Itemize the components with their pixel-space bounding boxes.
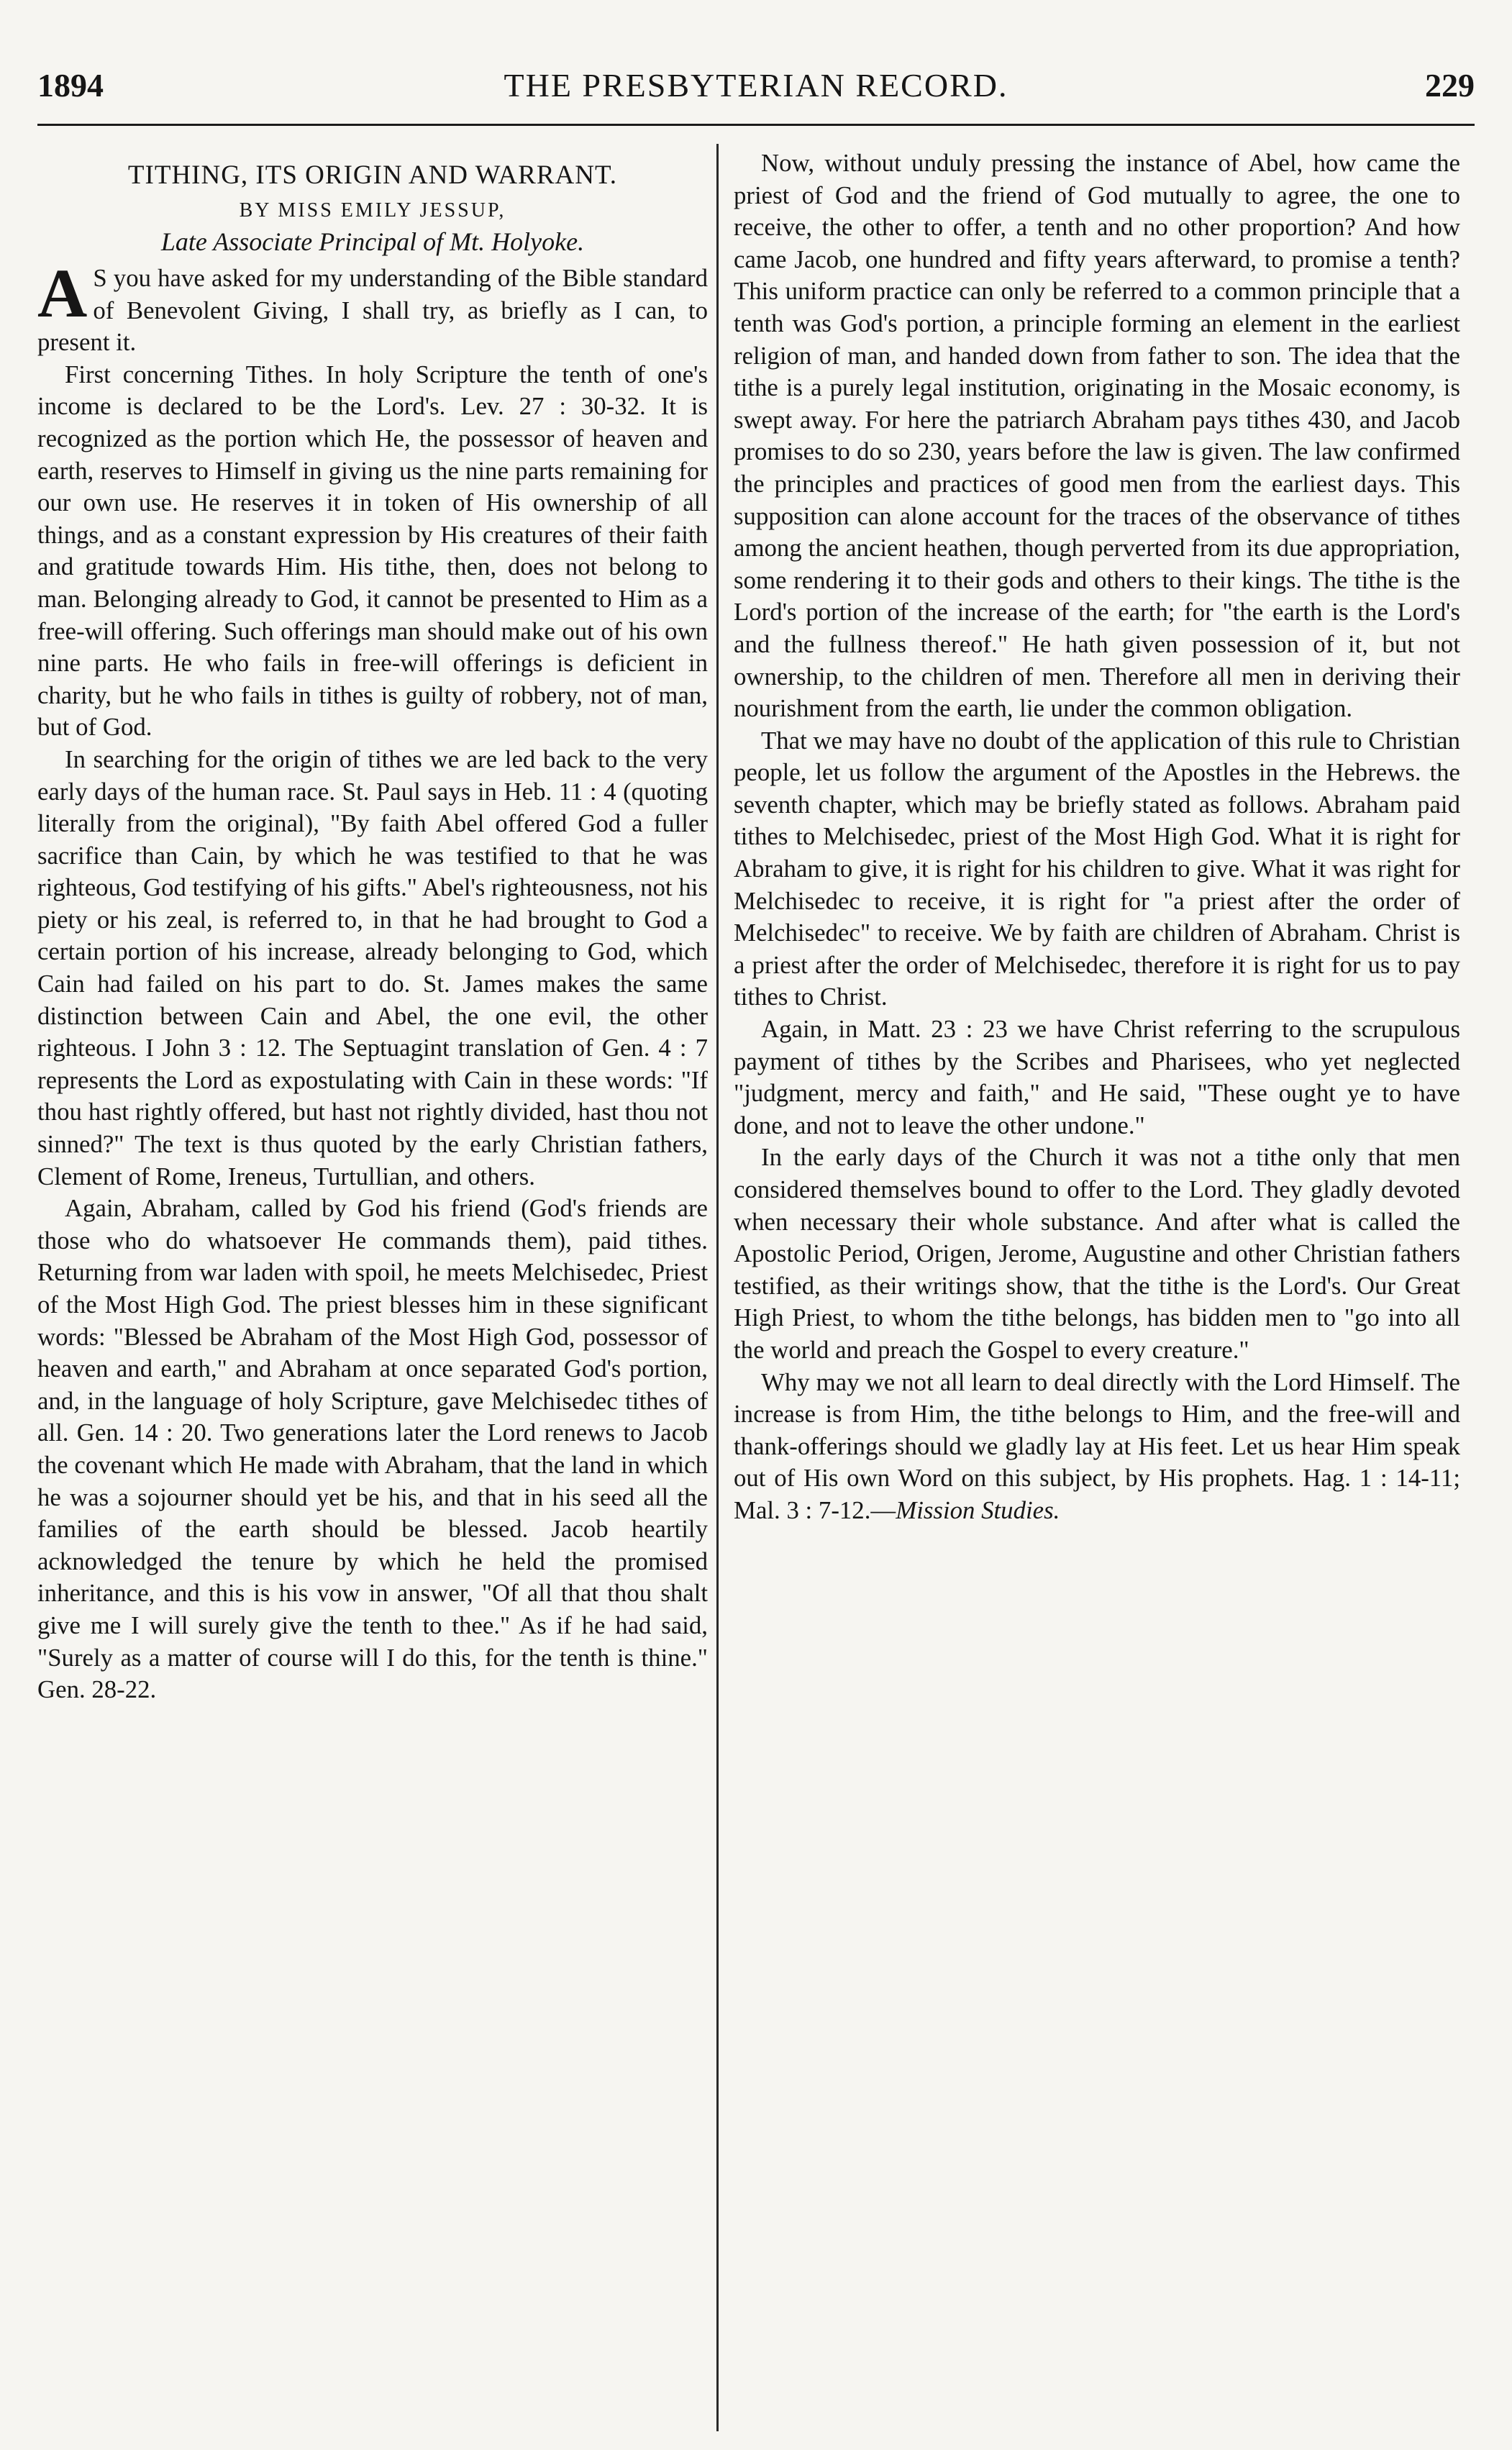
paragraph-text: S you have asked for my understanding of the Bible standard of Benevolent Giving, I shall try, as briefly as I can, to present it.	[37, 264, 708, 357]
paragraph: First concerning Tithes. In holy Scripture the tenth of one's income is declared to be the Lord's. Lev. 27 : 30-32. It is recognized as the portion which He, the possessor of heaven and earth, reserves to Himself in giving us the nine parts remaining for our own use. He reserves it in token of His ownership of all things, and as a constant expression by His creatures of their faith and gratitude towards Him. His tithe, then, does not belong to man. Belonging already to God, it cannot be presented to Him as a free-will offering. Such offerings man should make out of his own nine parts. He who fails in free-will offerings is deficient in charity, but he who fails in tithes is guilty of robbery, not of man, but of God.	[37, 360, 708, 742]
paragraph	[37, 255, 708, 359]
running-head	[37, 66, 1475, 126]
publication-title: THE PRESBYTERIAN RECORD.	[504, 67, 1008, 104]
column-divider	[716, 144, 719, 2431]
paragraph: In the early days of the Church it was not a tithe only that men considered themselves bound to offer to the Lord. They gladly devoted when necessary their whole substance. And after what is called the Apostolic Period, Origen, Jerome, Augustine and other Christian fathers testified, as their writings show, that the tithe is the Lord's. Our Great High Priest, to whom the tithe belongs, has bidden men to "go into all the world and preach the Gospel to every creature."	[734, 1143, 1460, 1364]
paragraph: That we may have no doubt of the application of this rule to Christian people, let us follow the argument of the Apostles in the Hebrews. the seventh chapter, which may be briefly stated as follows. Abraham paid tithes to Melchisedec, priest of the Most High God. What it is right for Abraham to give, it is right for his children to give. What it was right for Melchisedec to receive, it is right for "a priest after the order of Melchisedec" to receive. We by faith are children of Abraham. Christ is a priest after the order of Melchisedec, therefore it is right for us to pay tithes to Christ.	[734, 726, 1460, 1011]
page-number: 229	[1425, 67, 1475, 104]
source-credit: Mission Studies.	[896, 1495, 1060, 1524]
author-affiliation: Late Associate Principal of Mt. Holyoke.	[160, 227, 585, 256]
header-year: 1894	[37, 67, 104, 104]
right-column	[734, 147, 1460, 2413]
paragraph: Now, without unduly pressing the instance of Abel, how came the priest of God and the friend of God mutually to agree, the one to receive, the other to offer, a tenth and no other proportion? And how came Jacob, one hundred and fifty years afterward, to promise a tenth? This uniform practice can only be referred to a common principle that a tenth was God's portion, a principle forming an element in the earliest religion of man, and handed down from father to son. The idea that the tithe is a purely legal institution, originating in the Mosaic economy, is swept away. For here the patriarch Abraham pays tithes 430, and Jacob promises to do so 230, years before the law is given. The law confirmed the principles and practices of good men from the earliest days. This supposition can alone account for the traces of the observance of tithes among the ancient heathen, though perverted from its due appropriation, some rendering it to their gods and others to their kings. The tithe is the Lord's portion of the increase of the earth; for "the earth is the Lord's and the fullness thereof." He hath given possession of it, but not ownership, to the children of men. Therefore all men in deriving their nourishment from the earth, lie under the common obligation.	[734, 149, 1460, 723]
drop-cap: A	[37, 255, 88, 332]
paragraph: Again, in Matt. 23 : 23 we have Christ referring to the scrupulous payment of tithes by the Scribes and Pharisees, who yet neglected "judgment, mercy and faith," and He said, "These ought ye to have done, and not to leave the other undone."	[734, 1015, 1460, 1139]
paragraph	[734, 1367, 1460, 1527]
left-column	[37, 147, 708, 2413]
article-byline: BY MISS EMILY JESSUP,	[239, 199, 506, 222]
article-title: TITHING, ITS ORIGIN AND WARRANT.	[127, 160, 618, 190]
paragraph: Again, Abraham, called by God his friend (God's friends are those who do whatsoever He commands them), paid tithes. Returning from war laden with spoil, he meets Melchisedec, Priest of the Most High God. The priest blesses him in these significant words: "Blessed be Abraham of the Most High God, possessor of heaven and earth," and Abraham at once separated God's portion, and, in the language of holy Scripture, gave Melchisedec tithes of all. Gen. 14 : 20. Two generations later the Lord renews to Jacob the covenant which He made with Abraham, that the land in which he was a sojourner should yet be his, and that in his seed all the families of the earth should be blessed. Jacob heartily acknowledged the tenure by which he held the promised inheritance, and this is his vow in answer, "Of all that thou shalt give me I will surely give the tenth to thee." As if he had said, "Surely as a matter of course will I do this, for the tenth is thine." Gen. 28-22.	[37, 1194, 708, 1704]
paragraph-text: Why may we not all learn to deal directly with the Lord Himself. The increase is from Him, the tithe belongs to Him, and the free-will and thank-offerings should we gladly lay at His feet. Let us hear Him speak out of His own Word on this subject, by His prophets. Hag. 1 : 14-11; Mal. 3 : 7-12.—	[734, 1367, 1460, 1524]
paragraph: In searching for the origin of tithes we are led back to the very early days of the human race. St. Paul says in Heb. 11 : 4 (quoting literally from the original), "By faith Abel offered God a fuller sacrifice than Cain, by which he was testified to that he was righteous, God testifying of his gifts." Abel's righteousness, not his piety or his zeal, is referred to, in that he had brought to God a certain portion of his increase, already belonging to God, which Cain had failed on his part to do. St. James makes the same distinction between Cain and Abel, the one evil, the other righteous. I John 3 : 12. The Septuagint translation of Gen. 4 : 7 represents the Lord as expostulating with Cain in these words: "If thou hast rightly offered, but hast not rightly divided, hast thou not sinned?" The text is thus quoted by the early Christian fathers, Clement of Rome, Ireneus, Turtullian, and others.	[37, 744, 708, 1190]
